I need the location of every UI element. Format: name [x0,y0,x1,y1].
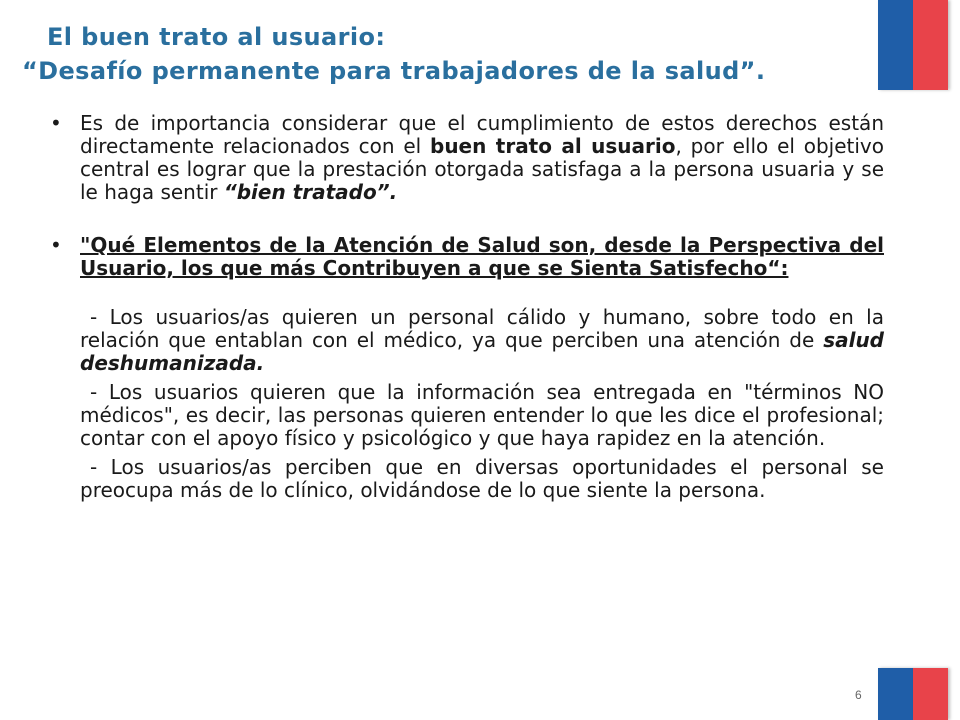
flag-decoration-bottom [878,668,948,720]
page-number: 6 [855,688,862,702]
flag-decoration-top [878,0,948,90]
slide-content [50,112,884,508]
slide-title [22,20,862,88]
point-paragraph [50,381,884,450]
bullet-text: Es de importancia considerar que el cumplimiento de estos derechos están directamente relacionados con el [80,111,884,158]
bold-italic-phrase: “bien tratado”. [223,180,398,204]
bullet-marker: • [50,111,62,135]
bullet-text: , por ello el objetivo central es lograr que la prestación otorgada satisfaga a la persona usuaria y se le haga sentir [80,134,884,204]
title-line-2: “Desafío permanente para trabajadores de la salud”. [22,57,766,85]
point-paragraph [50,456,884,502]
bullet-marker: • [50,233,62,257]
flag-red-stripe [913,0,948,90]
title-line-1: El buen trato al usuario: [47,23,386,51]
point-text: - Los usuarios/as quieren un personal cálido y humano, sobre todo en la relación que entablan con el médico, ya que perciben una atención de [80,305,884,352]
bullet-item [50,112,884,204]
flag-blue-stripe [878,0,913,90]
point-paragraph [50,306,884,375]
bold-phrase: buen trato al usuario [430,134,676,158]
point-emphasis: salud deshumanizada. [80,328,884,375]
flag-blue-stripe [878,668,913,720]
point-text: - Los usuarios/as perciben que en diversas oportunidades el personal se preocupa más de lo clínico, olvidándose de lo que siente la persona. [80,455,884,502]
flag-red-stripe [913,668,948,720]
point-text: - Los usuarios quieren que la información sea entregada en "términos NO médicos", es decir, las personas quieren entender lo que les dice el profesional; contar con el apoyo físico y psicológico y que haya rapidez en la atención. [80,380,884,450]
bullet-item [50,234,884,280]
bullet-heading: "Qué Elementos de la Atención de Salud son, desde la Perspectiva del Usuario, los que más Contribuyen a que se Sienta Satisfecho“: [80,233,884,280]
